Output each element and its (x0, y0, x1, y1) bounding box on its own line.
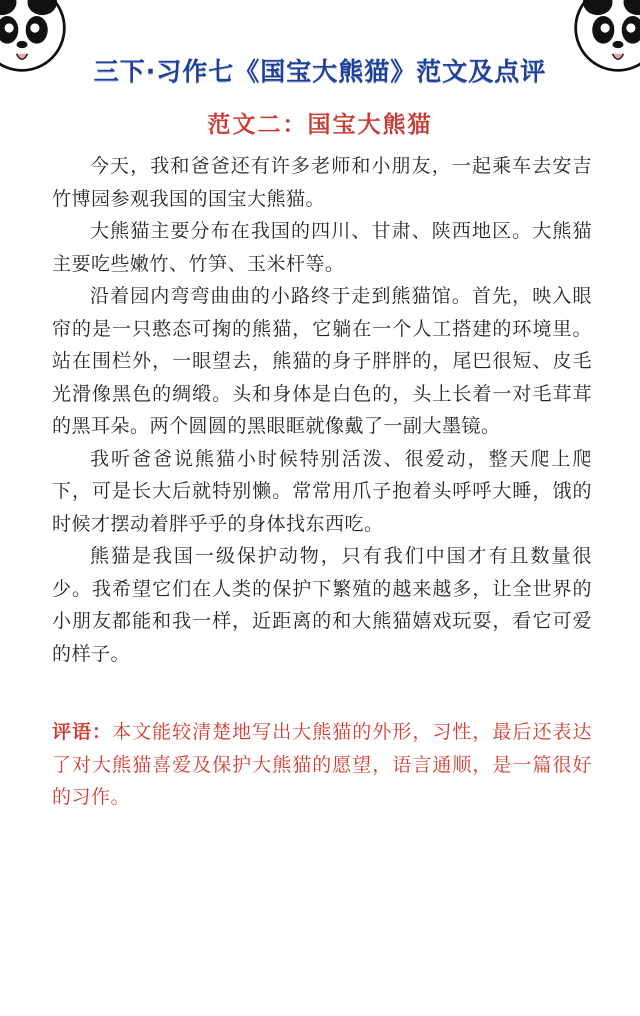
essay-body (52, 150, 592, 670)
essay-subtitle: 范文二：国宝大熊猫 (207, 111, 433, 138)
comment-label: 评语： (52, 721, 113, 743)
essay-paragraph: 我听爸爸说熊猫小时候特别活泼、很爱动，整天爬上爬下，可是长大后就特别懒。常常用爪子抱着头呼呼大睡，饿的时候才摆动着胖乎乎的身体找东西吃。 (52, 447, 592, 535)
teacher-comment (52, 716, 592, 814)
essay-paragraph: 大熊猫主要分布在我国的四川、甘肃、陕西地区。大熊猫主要吃些嫩竹、竹笋、玉米杆等。 (52, 220, 592, 275)
essay-paragraph: 熊猫是我国一级保护动物，只有我们中国才有且数量很少。我希望它们在人类的保护下繁殖的越来越多，让全世界的小朋友都能和我一样，近距离的和大熊猫嬉戏玩耍，看它可爱的样子。 (52, 545, 592, 665)
page-title: 三下·习作七《国宝大熊猫》范文及点评 (93, 57, 547, 86)
comment-text: 本文能较清楚地写出大熊猫的外形，习性，最后还表达了对大熊猫喜爱及保护大熊猫的愿望，语言通顺，是一篇很好的习作。 (52, 721, 592, 808)
essay-paragraph: 沿着园内弯弯曲曲的小路终于走到熊猫馆。首先，映入眼帘的是一只憨态可掬的熊猫，它躺在一个人工搭建的环境里。站在围栏外，一眼望去，熊猫的身子胖胖的，尾巴很短、皮毛光滑像黑色的绸缎。头和身体是白色的，头上长着一对毛茸茸的黑耳朵。两个圆圆的黑眼眶就像戴了一副大墨镜。 (52, 285, 592, 437)
header-band (0, 0, 640, 92)
essay-paragraph: 今天，我和爸爸还有许多老师和小朋友，一起乘车去安吉竹博园参观我国的国宝大熊猫。 (52, 155, 592, 210)
